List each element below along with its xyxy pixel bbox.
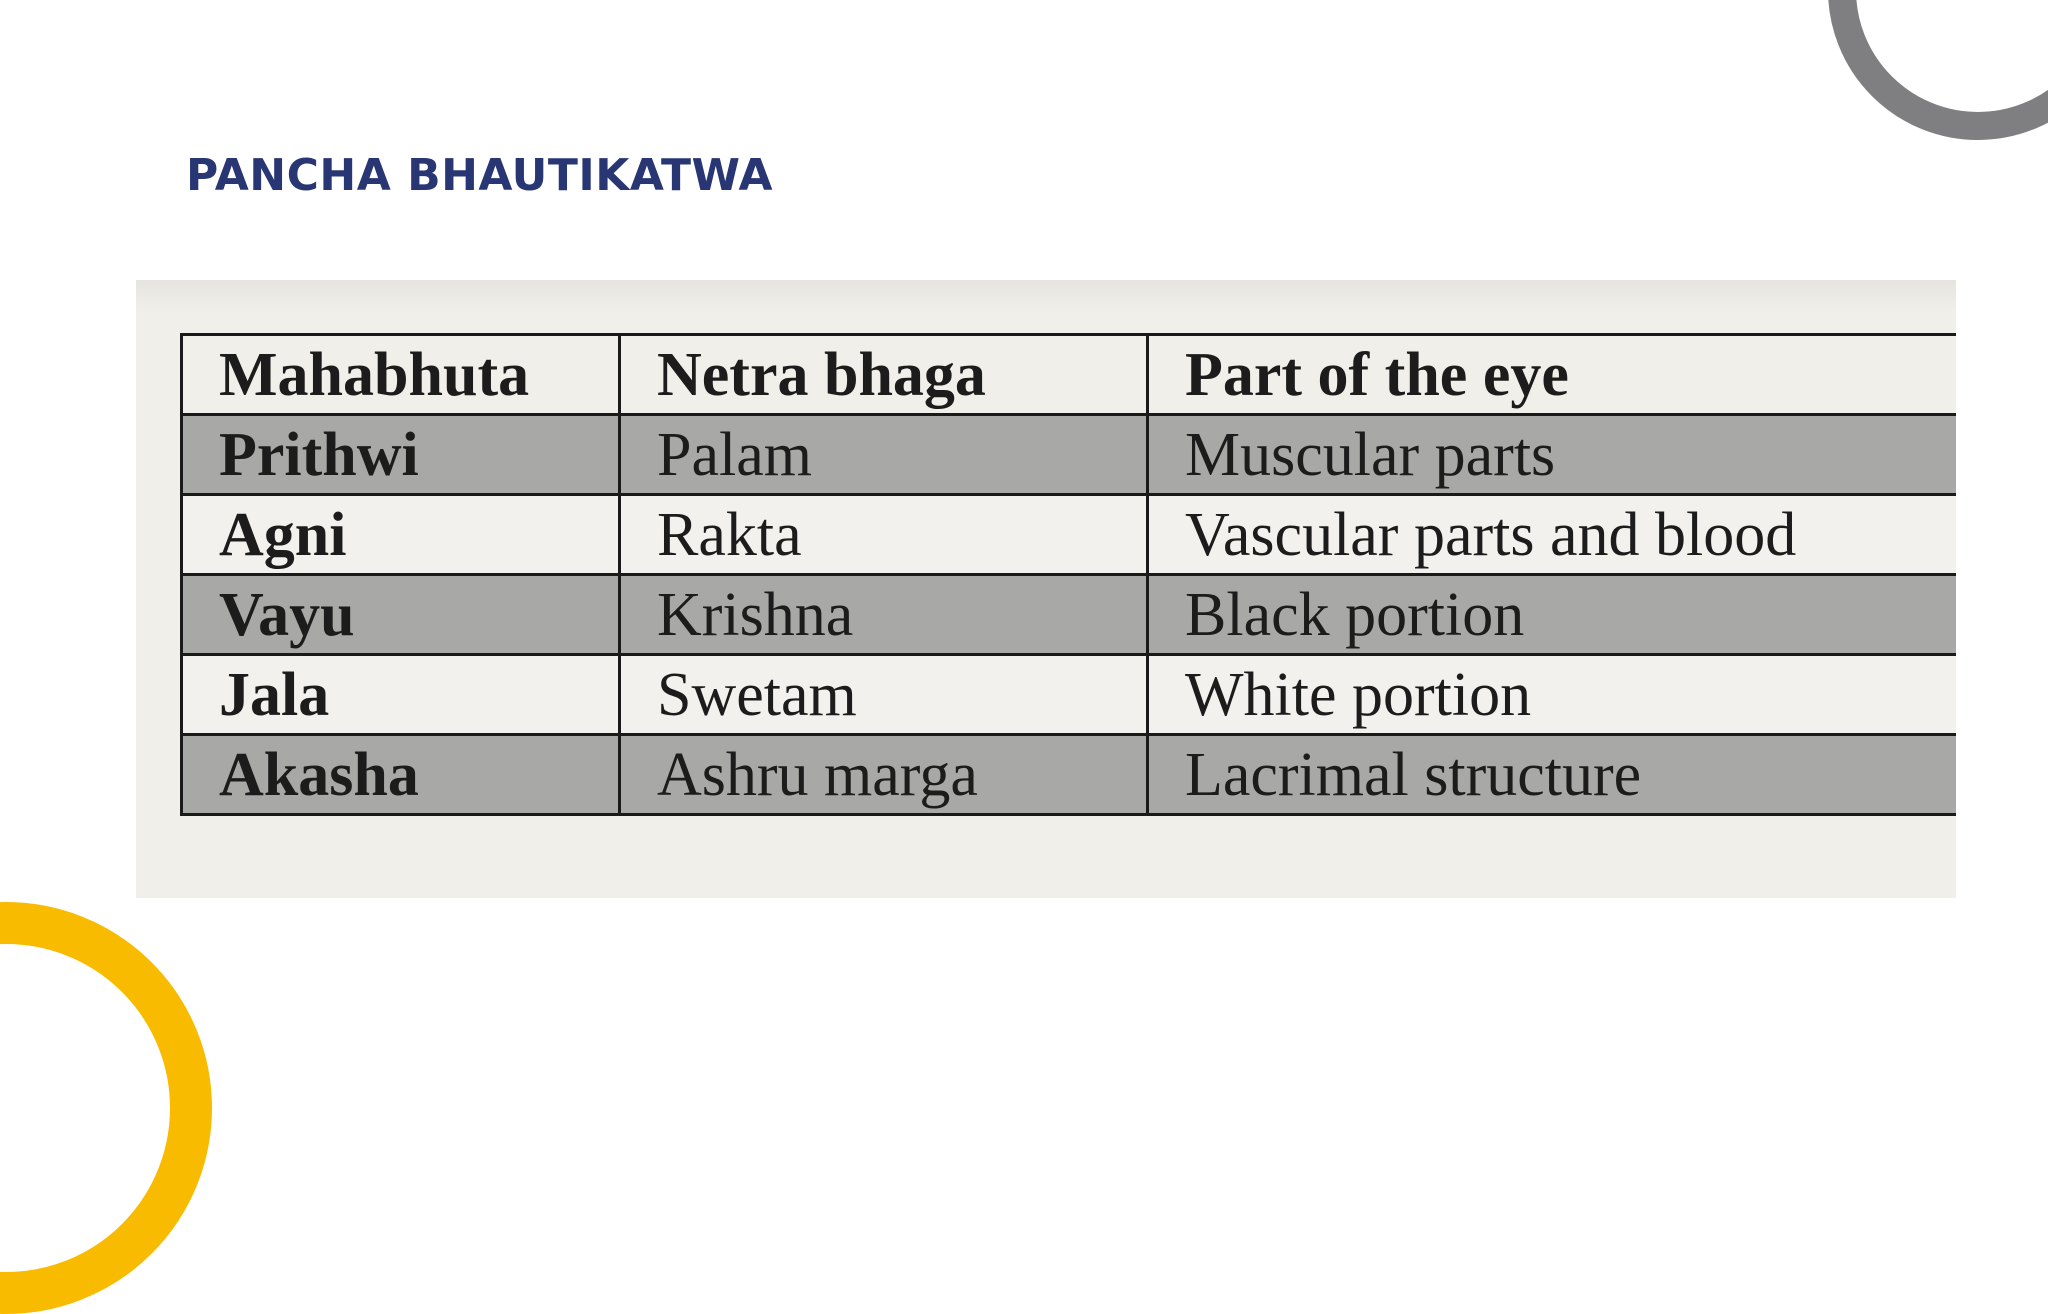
- table-image: [136, 280, 1956, 898]
- cell-mahabhuta: Akasha: [182, 735, 620, 815]
- cell-netra-bhaga: Ashru marga: [620, 735, 1148, 815]
- cell-part-of-eye: Black portion: [1148, 575, 1957, 655]
- table-row: [182, 495, 1957, 575]
- header-mahabhuta: Mahabhuta: [182, 335, 620, 415]
- cell-netra-bhaga: Swetam: [620, 655, 1148, 735]
- cell-mahabhuta: Prithwi: [182, 415, 620, 495]
- pancha-bhautikatwa-table: [180, 333, 1956, 816]
- table-row: [182, 415, 1957, 495]
- cell-netra-bhaga: Palam: [620, 415, 1148, 495]
- header-netra-bhaga: Netra bhaga: [620, 335, 1148, 415]
- table-row: [182, 735, 1957, 815]
- decorative-gray-arc: [1828, 0, 2048, 140]
- cell-mahabhuta: Vayu: [182, 575, 620, 655]
- header-part-of-the-eye: Part of the eye: [1148, 335, 1957, 415]
- cell-mahabhuta: Agni: [182, 495, 620, 575]
- cell-mahabhuta: Jala: [182, 655, 620, 735]
- table-row: [182, 575, 1957, 655]
- table-row: [182, 655, 1957, 735]
- cell-part-of-eye: Lacrimal structure: [1148, 735, 1957, 815]
- cell-part-of-eye: Muscular parts: [1148, 415, 1957, 495]
- decorative-yellow-arc: [0, 902, 212, 1314]
- cell-netra-bhaga: Rakta: [620, 495, 1148, 575]
- cell-part-of-eye: Vascular parts and blood: [1148, 495, 1957, 575]
- table-header-row: [182, 335, 1957, 415]
- slide-title: PANCHA BHAUTIKATWA: [186, 150, 774, 201]
- cell-netra-bhaga: Krishna: [620, 575, 1148, 655]
- cell-part-of-eye: White portion: [1148, 655, 1957, 735]
